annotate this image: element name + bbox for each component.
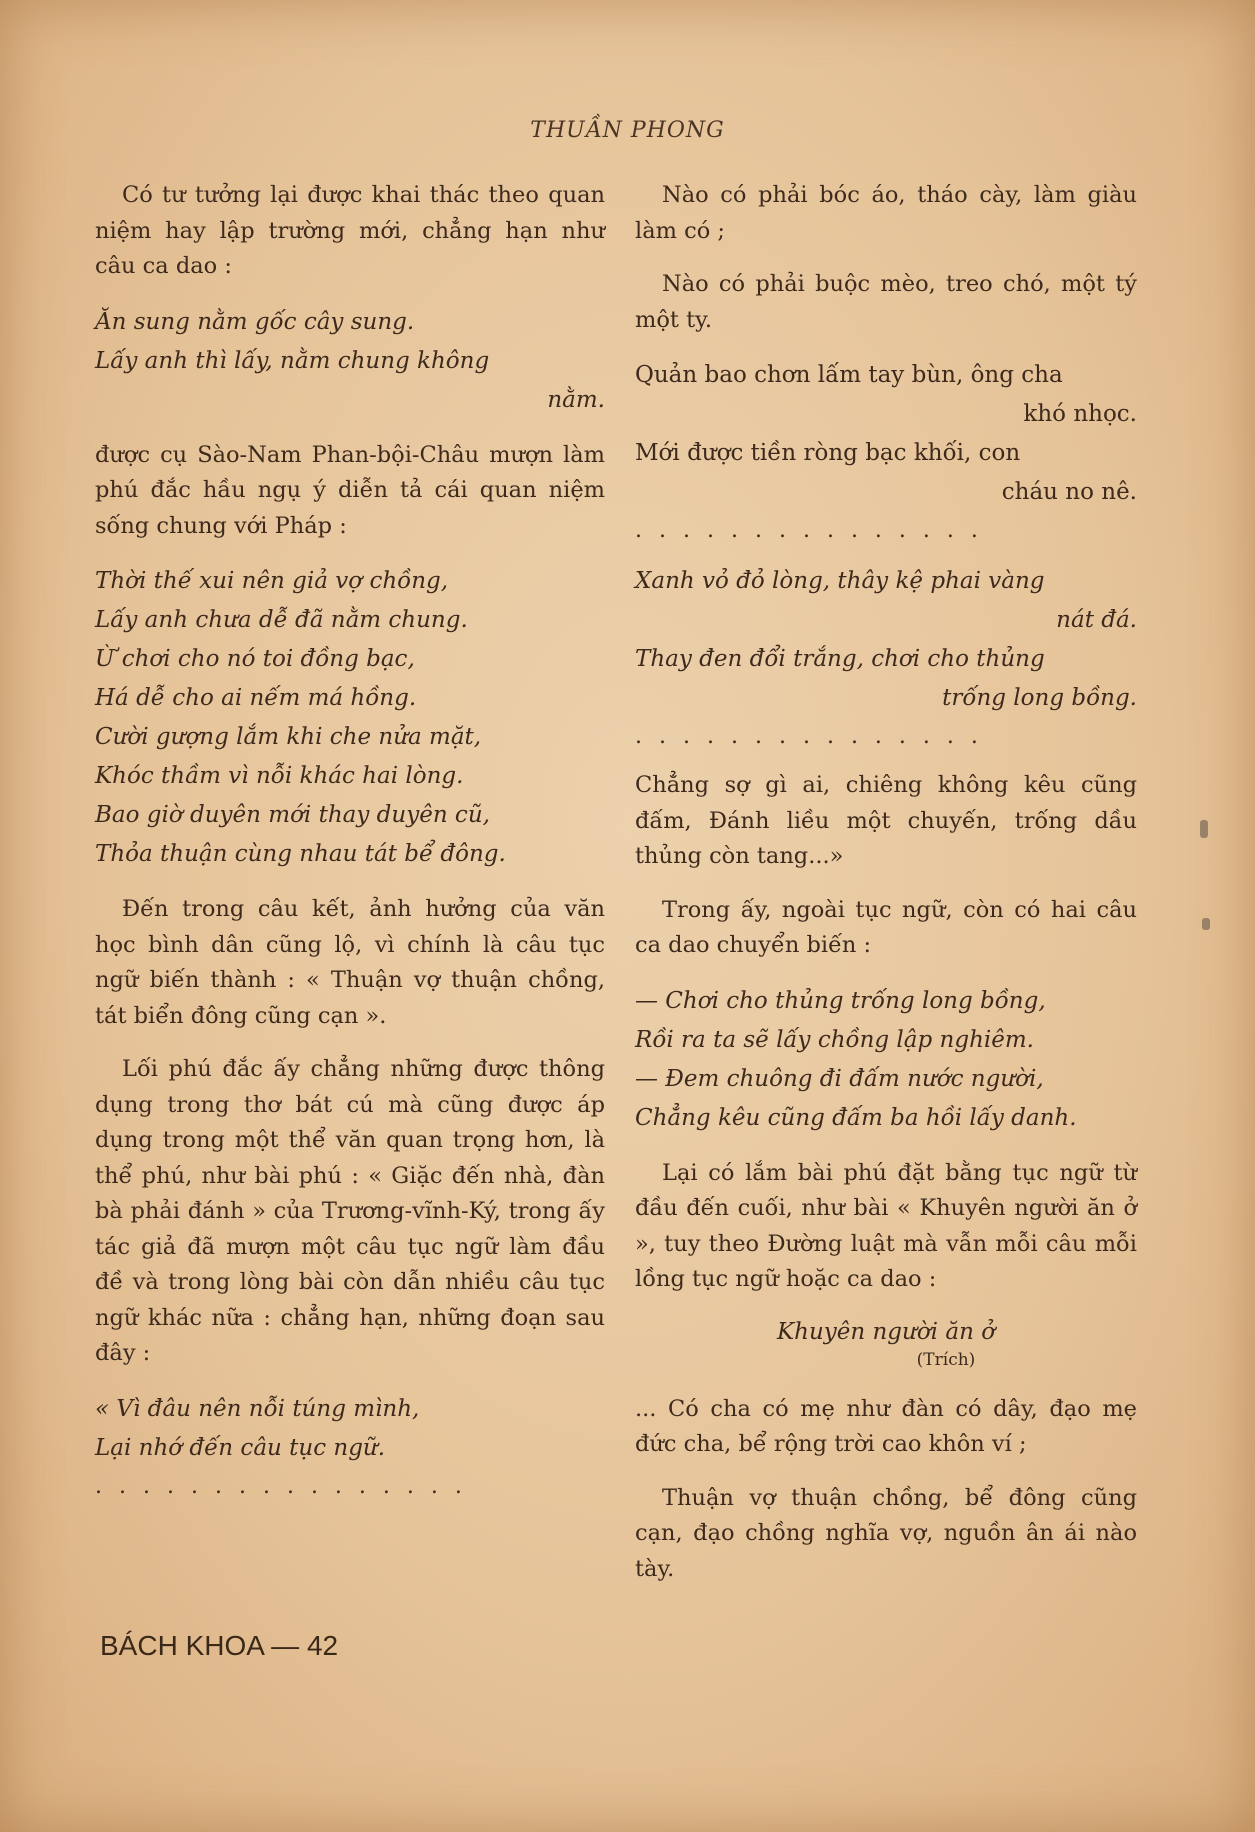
ellipsis-row: ............... <box>635 724 995 749</box>
verse-line: Cười gượng lắm khi che nửa mặt, <box>95 724 482 750</box>
running-head: THUẦN PHONG <box>530 118 725 143</box>
verse-line: Chẳng kêu cũng đấm ba hồi lấy danh. <box>635 1104 1077 1131</box>
verse-line: cháu no nê. <box>1001 479 1137 505</box>
paragraph: Nào có phải bóc áo, tháo cày, làm giàu làm có ; <box>635 182 1137 244</box>
paragraph: Chẳng sợ gì ai, chiêng không kêu cũng đấm, Đánh liều một chuyến, trống dầu thủng còn tang...» <box>635 772 1137 869</box>
paragraph: Nào có phải buộc mèo, treo chó, một tý một ty. <box>635 271 1137 333</box>
verse-block <box>95 562 605 874</box>
verse-line: Lại nhớ đến câu tục ngữ. <box>95 1434 386 1461</box>
paragraph: được cụ Sào-Nam Phan-bội-Châu mượn làm phú đắc hầu ngụ ý diễn tả cái quan niệm sống chung với Pháp : <box>95 441 605 539</box>
verse-line: Quản bao chơn lấm tay bùn, ông cha <box>635 362 1063 388</box>
ellipsis-row: ............... <box>635 518 995 543</box>
verse-line: Lấy anh chưa dễ đã nằm chung. <box>95 607 468 633</box>
paper-speck <box>1202 918 1210 930</box>
poem-note: (Trích) <box>916 1349 976 1370</box>
verse-block <box>95 303 605 420</box>
verse-line: Mới được tiền ròng bạc khối, con <box>635 440 1021 466</box>
verse-line: Ăn sung nằm gốc cây sung. <box>95 308 415 335</box>
paragraph: Thuận vợ thuận chồng, bể đông cũng cạn, đạo chồng nghĩa vợ, nguồn ân ái nào tày. <box>635 1484 1137 1582</box>
paragraph: Có tư tưởng lại được khai thác theo quan niệm hay lập trường mới, chẳng hạn như câu ca dao : <box>95 182 605 279</box>
right-column <box>635 178 1137 1605</box>
paragraph: Lối phú đắc ấy chẳng những được thông dụng trong thơ bát cú mà cũng được áp dụng trong một thể văn quan trọng hơn, là thể phú, như bài phú : « Giặc đến nhà, đàn bà phải đánh » của Trương-vĩnh-Ký, trong ấy tác giả đã mượn một câu tục ngữ làm đầu đề và trong lòng bài còn dẫn nhiều câu tục ngữ khác nữa : chẳng hạn, những đoạn sau đây : <box>95 1056 605 1366</box>
paper-speck <box>1200 820 1208 838</box>
verse-line: « Vì đâu nên nỗi túng mình, <box>95 1395 420 1422</box>
verse-line: nát đá. <box>1056 607 1137 633</box>
page-footer: BÁCH KHOA — 42 <box>100 1630 339 1661</box>
verse-block <box>635 562 1137 718</box>
verse-line: Bao giờ duyên mới thay duyên cũ, <box>95 802 490 828</box>
verse-line: Thời thế xui nên giả vợ chồng, <box>95 568 449 594</box>
poem-title: Khuyên người ăn ở <box>776 1318 996 1345</box>
verse-line: Khóc thầm vì nỗi khác hai lòng. <box>95 763 464 789</box>
verse-line: Há dễ cho ai nếm má hồng. <box>95 685 417 711</box>
verse-block <box>635 356 1137 512</box>
verse-line: khó nhọc. <box>1023 401 1137 427</box>
verse-line: — Đem chuông đi đấm nước người, <box>635 1065 1044 1092</box>
verse-line: Ừ chơi cho nó toi đồng bạc, <box>95 646 415 672</box>
left-column <box>95 178 605 1518</box>
verse-line: Rồi ra ta sẽ lấy chồng lập nghiêm. <box>635 1026 1034 1053</box>
verse-line: — Chơi cho thủng trống long bồng, <box>635 987 1046 1014</box>
paragraph: ... Có cha có mẹ như đàn có dây, đạo mẹ đức cha, bể rộng trời cao khôn ví ; <box>635 1395 1137 1457</box>
verse-line: nằm. <box>547 386 605 413</box>
verse-line: trống long bồng. <box>942 685 1137 711</box>
verse-block <box>635 982 1137 1138</box>
verse-line: Xanh vỏ đỏ lòng, thây kệ phai vàng <box>635 568 1045 594</box>
verse-line: Lấy anh thì lấy, nằm chung không <box>95 347 490 374</box>
verse-line: Thỏa thuận cùng nhau tát bể đông. <box>95 841 506 867</box>
paragraph: Lại có lắm bài phú đặt bằng tục ngữ từ đầu đến cuối, như bài « Khuyên người ăn ở », tuy theo Đường luật mà vẫn mỗi câu mỗi lồng tục ngữ hoặc ca dao : <box>635 1159 1137 1292</box>
ellipsis-row: ................ <box>95 1473 479 1499</box>
paragraph: Đến trong câu kết, ảnh hưởng của văn học bình dân cũng lộ, vì chính là câu tục ngữ biến thành : « Thuận vợ thuận chồng, tát biển đông cũng cạn ». <box>95 896 605 1029</box>
paragraph: Trong ấy, ngoài tục ngữ, còn có hai câu ca dao chuyển biến : <box>635 896 1137 958</box>
verse-line: Thay đen đổi trắng, chơi cho thủng <box>635 646 1045 672</box>
verse-block <box>95 1390 605 1468</box>
